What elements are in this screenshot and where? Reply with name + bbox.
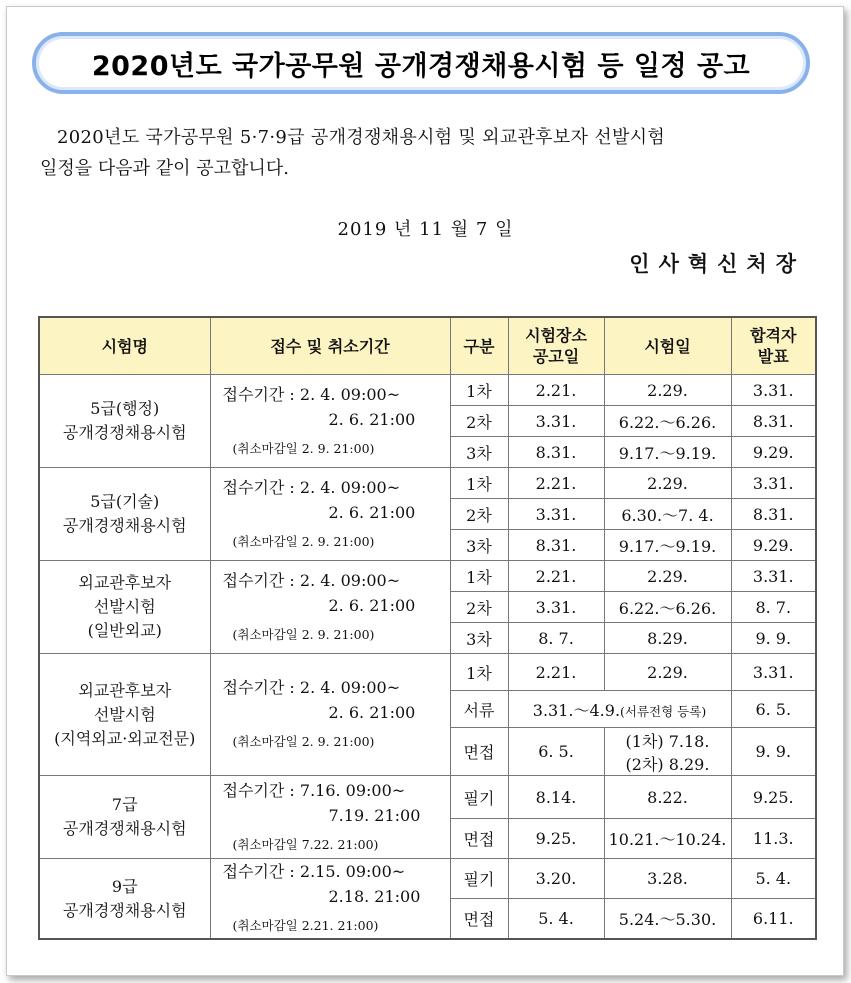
exam-date-cell: 6.22.～6.26.	[604, 406, 731, 437]
table-row	[39, 468, 816, 499]
exam-date-line-1: (1차) 7.18.	[625, 731, 710, 751]
exam-date-cell: 5.24.～5.30.	[604, 899, 731, 939]
pass-announce-cell: 9.29.	[731, 437, 816, 468]
table-row	[39, 859, 816, 899]
venue-notice-cell: 6. 5.	[508, 728, 604, 776]
pass-announce-cell: 9. 9.	[731, 728, 816, 776]
pass-announce-cell: 3.31.	[731, 468, 816, 499]
intro-paragraph	[40, 122, 812, 184]
receipt-period-cell	[210, 375, 450, 468]
cancel-deadline: (취소마감일 2.21. 21:00)	[232, 918, 379, 933]
cancel-deadline: (취소마감일 2. 9. 21:00)	[232, 734, 375, 749]
division-cell: 면접	[450, 728, 508, 776]
venue-notice-cell: 2.21.	[508, 468, 604, 499]
division-cell: 3차	[450, 623, 508, 654]
venue-notice-cell: 5. 4.	[508, 899, 604, 939]
pass-announce-cell: 3.31.	[731, 654, 816, 691]
division-cell: 2차	[450, 592, 508, 623]
exam-name-line-1: 9급	[111, 876, 138, 896]
pass-announce-cell: 6.11.	[731, 899, 816, 939]
exam-name-line-2: 선발시험	[93, 704, 156, 724]
exam-name-cell	[39, 375, 210, 468]
exam-name-line-1: 7급	[111, 795, 138, 814]
intro-line-1: 2020년도 국가공무원 5·7·9급 공개경쟁채용시험 및 외교관후보자 선발시험	[57, 127, 666, 148]
receipt-start: 접수기간 : 2. 4. 09:00~	[222, 384, 401, 404]
pass-announce-cell: 6. 5.	[731, 691, 816, 728]
table-row	[39, 776, 816, 819]
division-cell: 1차	[450, 561, 508, 592]
exam-name-line-3: (일반외교)	[87, 621, 162, 640]
pass-announce-cell: 9. 9.	[731, 623, 816, 654]
cancel-deadline: (취소마감일 2. 9. 21:00)	[232, 440, 375, 456]
exam-date-cell: 2.29.	[604, 654, 731, 691]
pass-announce-cell: 11.3.	[731, 819, 816, 859]
division-cell: 3차	[450, 437, 508, 468]
intro-line-2: 일정을 다음과 같이 공고합니다.	[40, 158, 289, 179]
screening-period: 3.31.～4.9.	[532, 700, 621, 720]
exam-name-line-2: 공개경쟁채용시험	[62, 423, 187, 442]
venue-notice-cell: 8.31.	[508, 437, 604, 468]
venue-notice-cell: 2.21.	[508, 375, 604, 406]
exam-name-line-2: 선발시험	[93, 597, 156, 616]
exam-date-cell: 6.30.～7. 4.	[604, 499, 731, 530]
receipt-period-cell	[210, 561, 450, 654]
division-cell: 3차	[450, 530, 508, 561]
division-cell: 2차	[450, 499, 508, 530]
division-cell: 면접	[450, 819, 508, 859]
pass-announce-cell: 8.31.	[731, 406, 816, 437]
pass-announce-cell: 9.29.	[731, 530, 816, 561]
cancel-deadline: (취소마감일 7.22. 21:00)	[232, 836, 379, 852]
receipt-period-cell	[210, 859, 450, 940]
exam-name-line-2: 공개경쟁채용시험	[62, 900, 187, 920]
venue-notice-cell: 8. 7.	[508, 623, 604, 654]
header-pass-announce: 합격자 발표	[731, 317, 816, 375]
receipt-start: 접수기간 : 2. 4. 09:00~	[222, 477, 401, 497]
exam-date-cell: 10.21.～10.24.	[604, 819, 731, 859]
announcement-date: 2019 년 11 월 7 일	[337, 219, 514, 240]
exam-name-line-1: 5급(행정)	[90, 399, 160, 418]
exam-name-line-1: 5급(기술)	[90, 492, 160, 511]
venue-notice-cell: 3.31.	[508, 499, 604, 530]
header-venue-notice: 시험장소 공고일	[508, 317, 604, 375]
division-cell: 필기	[450, 776, 508, 819]
exam-date-cell: 6.22.～6.26.	[604, 592, 731, 623]
venue-notice-cell: 8.31.	[508, 530, 604, 561]
document-screening-cell	[508, 691, 731, 728]
exam-date-cell: 3.28.	[604, 859, 731, 899]
receipt-end: 2. 6. 21:00	[328, 409, 416, 429]
exam-name-line-1: 외교관후보자	[78, 680, 172, 700]
table-header-row	[39, 317, 816, 375]
signer: 인사혁신처장	[629, 252, 805, 276]
exam-name-line-1: 외교관후보자	[78, 573, 172, 592]
title-banner	[32, 32, 810, 94]
division-cell: 1차	[450, 468, 508, 499]
division-cell: 1차	[450, 375, 508, 406]
receipt-end: 2. 6. 21:00	[328, 703, 416, 722]
schedule-table	[38, 316, 817, 940]
exam-name-cell	[39, 561, 210, 654]
exam-date-cell	[604, 728, 731, 776]
exam-name-cell	[39, 776, 210, 859]
pass-announce-cell: 8.31.	[731, 499, 816, 530]
receipt-period-cell	[210, 776, 450, 859]
pass-announce-cell: 9.25.	[731, 776, 816, 819]
exam-date-cell: 2.29.	[604, 561, 731, 592]
venue-notice-cell: 3.31.	[508, 592, 604, 623]
page-title: 2020년도 국가공무원 공개경쟁채용시험 등 일정 공고	[91, 50, 751, 82]
exam-date-cell: 2.29.	[604, 375, 731, 406]
pass-announce-cell: 3.31.	[731, 561, 816, 592]
exam-name-line-2: 공개경쟁채용시험	[62, 819, 187, 838]
table-row	[39, 375, 816, 406]
receipt-start: 접수기간 : 2. 4. 09:00~	[222, 678, 401, 697]
venue-notice-cell: 8.14.	[508, 776, 604, 819]
exam-date-cell: 2.29.	[604, 468, 731, 499]
pass-announce-cell: 5. 4.	[731, 859, 816, 899]
division-cell: 2차	[450, 406, 508, 437]
division-cell: 면접	[450, 899, 508, 939]
receipt-end: 7.19. 21:00	[328, 805, 421, 825]
exam-name-cell	[39, 468, 210, 561]
receipt-start: 접수기간 : 2.15. 09:00~	[222, 862, 406, 881]
screening-note: (서류전형 등록)	[620, 703, 707, 719]
receipt-start: 접수기간 : 2. 4. 09:00~	[222, 570, 401, 590]
cancel-deadline: (취소마감일 2. 9. 21:00)	[232, 533, 375, 549]
division-cell: 1차	[450, 654, 508, 691]
header-exam-name: 시험명	[39, 317, 210, 375]
table-body	[39, 375, 816, 940]
exam-name-cell	[39, 654, 210, 776]
venue-notice-cell: 3.31.	[508, 406, 604, 437]
receipt-period-cell	[210, 468, 450, 561]
division-cell: 필기	[450, 859, 508, 899]
pass-announce-cell: 8. 7.	[731, 592, 816, 623]
division-cell: 서류	[450, 691, 508, 728]
table-row	[39, 654, 816, 691]
receipt-end: 2. 6. 21:00	[328, 595, 416, 615]
venue-notice-cell: 2.21.	[508, 654, 604, 691]
header-division: 구분	[450, 317, 508, 375]
receipt-end: 2. 6. 21:00	[328, 502, 416, 522]
venue-notice-cell: 9.25.	[508, 819, 604, 859]
receipt-start: 접수기간 : 7.16. 09:00~	[222, 780, 406, 800]
venue-notice-cell: 2.21.	[508, 561, 604, 592]
exam-date-cell: 8.29.	[604, 623, 731, 654]
pass-announce-cell: 3.31.	[731, 375, 816, 406]
receipt-end: 2.18. 21:00	[328, 887, 421, 906]
exam-name-line-3: (지역외교·외교전문)	[54, 728, 196, 748]
exam-date-cell: 8.22.	[604, 776, 731, 819]
header-exam-date: 시험일	[604, 317, 731, 375]
receipt-period-cell	[210, 654, 450, 776]
exam-name-line-2: 공개경쟁채용시험	[62, 516, 187, 535]
table-row	[39, 561, 816, 592]
exam-date-cell: 9.17.～9.19.	[604, 437, 731, 468]
exam-date-line-2: (2차) 8.29.	[625, 754, 710, 774]
venue-notice-cell: 3.20.	[508, 859, 604, 899]
header-receipt-period: 접수 및 취소기간	[210, 317, 450, 375]
exam-date-cell: 9.17.～9.19.	[604, 530, 731, 561]
cancel-deadline: (취소마감일 2. 9. 21:00)	[232, 626, 375, 642]
exam-name-cell	[39, 859, 210, 940]
